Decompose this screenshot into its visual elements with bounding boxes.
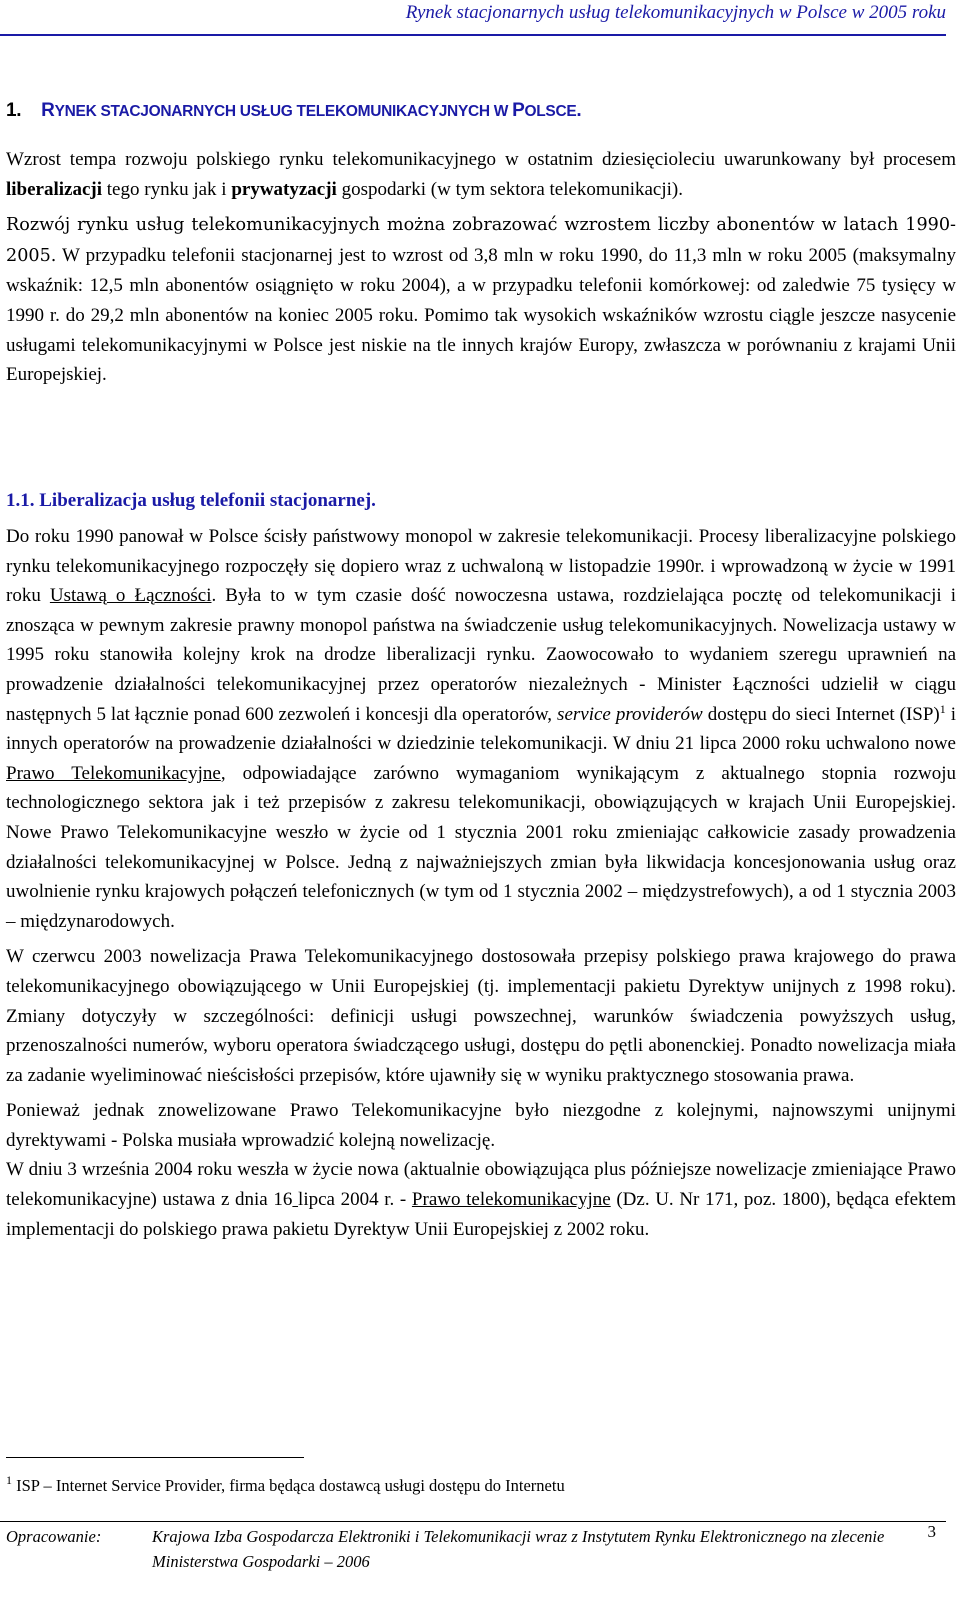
footer-rule [0, 1521, 946, 1522]
section-title-cap-2: P [512, 100, 525, 121]
paragraph-2 [6, 210, 956, 390]
paragraph-3 [6, 522, 956, 936]
p3-text-b: . Była to w tym czasie dość nowoczesna ustawa, rozdzielająca pocztę od telekomunikacji i znosząca w pewnym zakresie prawny monopol państwa na świadczenie usług telekomunikacyjnych. Nowelizacja ustawy w 1995 roku stanowiła kolejny krok na drodze liberalizacji rynku. Zaowocowało to wydaniem szeregu uprawnień na prowadzenie działalności telekomunikacyjnej przez operatorów niezależnych - Minister Łączności udzielił w ciągu następnych 5 lat łącznie ponad 600 zezwoleń i koncesji dla operatorów, [6, 585, 956, 725]
footnote [6, 1473, 565, 1496]
p3-text-e: , odpowiadające zarówno wymaganiom wynikającym z aktualnego stopnia rozwoju technologicznego sektora jak i też przepisów z zakresu telekomunikacji, obowiązujących w krajach Unii Europejskiej. Nowe Prawo Telekomunikacyjne weszło w życie od 1 stycznia 2001 roku zmieniając całkowicie zasady prowadzenia działalności telekomunikacyjnej w Polsce. Jedną z najważniejszych zmian była likwidacja koncesjonowania usług oraz uwolnienie rynku krajowych połączeń telefonicznych (w tym od 1 stycznia 2002 – międzystrefowych), a od 1 stycznia 2003 – międzynarodowych. [6, 762, 956, 932]
p3-italic-service-providerow: service providerów [557, 703, 703, 725]
link-prawo-telekomunikacyjne[interactable]: Prawo Telekomunikacyjne [6, 762, 221, 784]
liberalization-body [6, 522, 956, 1244]
section-title-end: . [576, 100, 582, 121]
footer-label: Opracowanie: [6, 1527, 102, 1546]
intro-body [6, 145, 956, 390]
header-rule [0, 34, 946, 36]
p2-text-c: Pomimo tak wysokich wskaźników wzrostu ciągle jeszcze nasycenie usługami telekomunikacyjnymi w Polsce jest niskie na tle innych krajów Europy, zwłaszcza w porównaniu z krajami Unii Europejskiej. [6, 304, 956, 386]
p1-bold-liberalizacji: liberalizacji [6, 178, 103, 200]
p1-text-a: Wzrost tempa rozwoju polskiego rynku telekomunikacyjnego w ostatnim dziesięcioleciu uwarunkowany był procesem [6, 149, 956, 170]
p6-text-a: W dniu 3 września 2004 roku weszła w życie nowa (aktualnie obowiązująca plus późniejsze nowelizacje zmieniające Prawo telekomunikacyjne) ustawa z dnia 16 [6, 1159, 956, 1211]
link-ustawa-o-lacznosci[interactable]: Ustawą o Łączności [49, 585, 212, 607]
running-header: Rynek stacjonarnych usług telekomunikacyjnych w Polsce w 2005 roku [405, 2, 946, 23]
paragraph-1 [6, 145, 956, 204]
p3-text-a: Do roku 1990 panował w Polsce ścisły państwowy monopol w zakresie telekomunikacji. Procesy liberalizacyjne polskiego rynku telekomunikacyjnego rozpoczęły się dopiero wraz z uchwaloną w listopadzie 1990r. i wprowadzoną w życie w 1991 roku [6, 526, 956, 607]
section-title-cap-1: R [41, 100, 55, 121]
link-prawo-telekomunikacyjne-2004[interactable]: Prawo telekomunikacyjne [411, 1189, 611, 1211]
p6-text-c: (Dz. U. Nr 171, poz. 1800), będąca efektem implementacji do polskiego prawa pakietu Dyrektyw Unii Europejskiej z 2002 roku. [6, 1189, 957, 1240]
p2-text-b: W przypadku telefonii stacjonarnej jest to wzrost od 3,8 mln w roku 1990, do 11,3 mln w roku 2005 (maksymalny wskaźnik: 12,5 mln abonentów osiągnięto w roku 2004), a w przypadku telefonii komórkowej: od zaledwie 75 tysięcy w 1990 r. do 29,2 mln abonentów na koniec 2005 roku. [6, 244, 956, 326]
p1-bold-prywatyzacji: prywatyzacji [231, 178, 337, 200]
footer-organization: Krajowa Izba Gospodarcza Elektroniki i Telekomunikacji wraz z Instytutem Rynku Elektronicznego na zlecenie Ministerstwa Gospodarki – 2006 [152, 1527, 885, 1571]
section-title-rest-1: YNEK STACJONARNYCH USŁUG TELEKOMUNIKACYJNYCH W [54, 103, 513, 120]
p1-text-e: gospodarki (w tym sektora telekomunikacji). [336, 178, 683, 200]
page-number: 3 [927, 1522, 936, 1541]
footnote-ref-1[interactable]: 1 [939, 701, 946, 716]
paragraph-5: Ponieważ jednak znowelizowane Prawo Telekomunikacyjne było niezgodne z kolejnymi, najnowszymi unijnymi dyrektywami - Polska musiała wprowadzić kolejną nowelizację. [6, 1100, 956, 1151]
paragraph-6 [6, 1155, 956, 1244]
footnote-separator [6, 1457, 304, 1458]
subsection-heading: 1.1. Liberalizacja usług telefonii stacjonarnej. [6, 490, 376, 511]
p1-text-c: tego rynku jak i [102, 178, 232, 200]
section-number: 1. [6, 100, 22, 121]
p3-text-d: i innych operatorów na prowadzenie działalności w dziedzinie telekomunikacji. W dniu 21 lipca 2000 roku uchwalono nowe [6, 703, 957, 755]
footnote-text: ISP – Internet Service Provider, firma będąca dostawcą usługi dostępu do Internetu [12, 1476, 565, 1495]
p3-text-c: dostępu do sieci Internet (ISP) [702, 703, 940, 725]
p6-text-b: lipca 2004 r. - [298, 1189, 412, 1211]
footnote-mark: 1 [6, 1473, 12, 1487]
section-title-rest-2: OLSCE [524, 103, 577, 120]
paragraph-4: W czerwcu 2003 nowelizacja Prawa Telekomunikacyjnego dostosowała przepisy polskiego prawa krajowego do prawa telekomunikacyjnego obowiązującego w Unii Europejskiej (tj. implementacji pakietu Dyrektyw unijnych z 1998 roku). Zmiany dotyczyły w szczególności: definicji usługi powszechnej, warunków świadczenia powyższych usług, przenoszalności numerów, wyboru operatora świadczącego usługi, dostępu do pętli abonenckiej. Ponadto nowelizacja miała za zadanie wyeliminować nieścisłości przepisów, które ujawniły się w wyniku praktycznego stosowania prawa. [6, 946, 956, 1086]
p2-text-a: Rozwój rynku usług telekomunikacyjnych można zobrazować wzrostem liczby abonentów w latach 1990-2005. [6, 215, 956, 266]
section-heading [6, 100, 581, 122]
